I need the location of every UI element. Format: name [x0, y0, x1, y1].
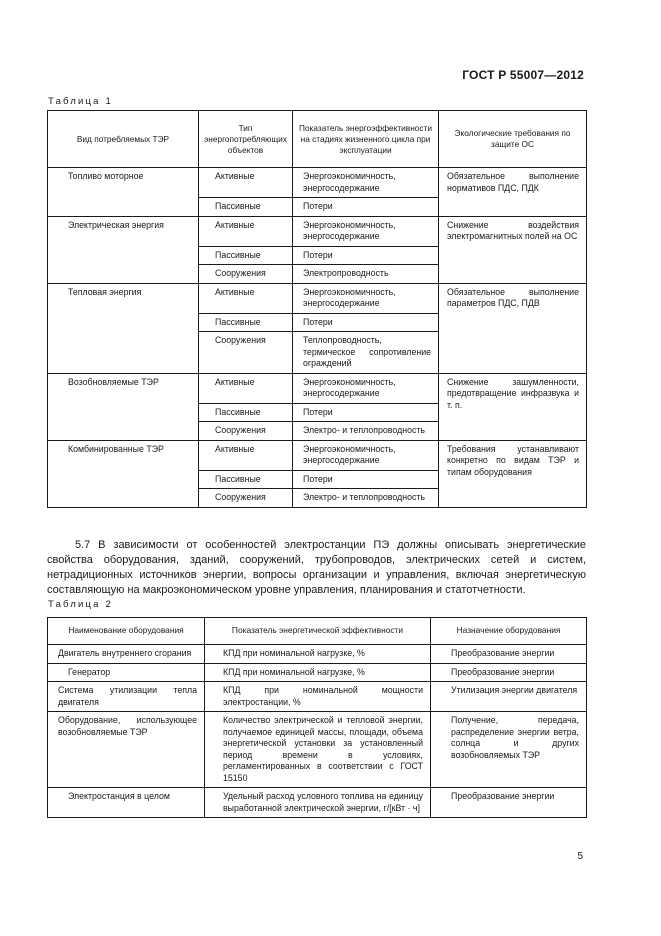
page-number: 5	[577, 851, 583, 862]
table-row	[48, 168, 587, 198]
table1-type-cell: Пассивные	[199, 198, 293, 217]
table1-header-row	[48, 111, 587, 168]
table1-col-eco: Экологические требования по защите ОС	[439, 111, 587, 168]
table1-type-cell: Сооружения	[199, 332, 293, 374]
table1-col-indicator: Показатель энергоэффективности на стадиях жизненного цикла при эксплуатации	[293, 111, 439, 168]
table2-purpose-cell: Преобразование энергии	[431, 663, 587, 682]
table1-type-cell: Сооружения	[199, 489, 293, 508]
table2-purpose-cell: Преобразование энергии	[431, 788, 587, 818]
table2-indicator-cell: Удельный расход условного топлива на единицу выработанной электрической энергии, г/[кВт · ч]	[205, 788, 431, 818]
table1-eco-cell: Снижение зашумленности, предотвращение инфразвука и т. п.	[439, 373, 587, 440]
table2-indicator-cell: Количество электрической и тепловой энергии, получаемое единицей массы, площади, объема энергетической установки за установленный период времени в условиях, регламентированных в соответствии с ГОСТ 15150	[205, 712, 431, 788]
table1-eco-cell: Снижение воздействия электромагнитных полей на ОС	[439, 216, 587, 283]
table1-type-cell: Активные	[199, 373, 293, 403]
table1-resource-cell: Топливо моторное	[48, 168, 199, 217]
table2-purpose-cell: Утилизация энергии двигателя	[431, 682, 587, 712]
table1	[47, 110, 587, 508]
table2-equipment-cell: Электростанция в целом	[48, 788, 205, 818]
table2-indicator-cell: КПД при номинальной мощности электростанции, %	[205, 682, 431, 712]
table-row	[48, 440, 587, 470]
table2-indicator-cell: КПД при номинальной нагрузке, %	[205, 645, 431, 664]
table1-resource-cell: Возобновляемые ТЭР	[48, 373, 199, 440]
table1-type-cell: Сооружения	[199, 422, 293, 441]
table1-indicator-cell: Электропроводность	[293, 265, 439, 284]
table2-col-indicator: Показатель энергетической эффективности	[205, 618, 431, 645]
table1-type-cell: Активные	[199, 216, 293, 246]
table1-type-cell: Пассивные	[199, 313, 293, 332]
standard-header: ГОСТ Р 55007—2012	[462, 68, 584, 82]
table1-indicator-cell: Энергоэкономичность, энергосодержание	[293, 216, 439, 246]
table1-indicator-cell: Потери	[293, 470, 439, 489]
table1-type-cell: Пассивные	[199, 403, 293, 422]
table-row	[48, 645, 587, 664]
table2-equipment-cell: Двигатель внутреннего сгорания	[48, 645, 205, 664]
table1-indicator-cell: Потери	[293, 198, 439, 217]
table1-resource-cell: Комбинированные ТЭР	[48, 440, 199, 507]
table1-indicator-cell: Потери	[293, 313, 439, 332]
table1-type-cell: Активные	[199, 440, 293, 470]
table2-equipment-cell: Генератор	[48, 663, 205, 682]
table2-indicator-cell: КПД при номинальной нагрузке, %	[205, 663, 431, 682]
table2-header-row	[48, 618, 587, 645]
table1-indicator-cell: Потери	[293, 403, 439, 422]
table1-type-cell: Сооружения	[199, 265, 293, 284]
table2-caption: Таблица 2	[48, 599, 113, 610]
table1-eco-cell: Обязательное выполнение параметров ПДС, ПДВ	[439, 283, 587, 373]
table2-equipment-cell: Система утилизации тепла двигателя	[48, 682, 205, 712]
table1-indicator-cell: Энергоэкономичность, энергосодержание	[293, 373, 439, 403]
table-row	[48, 216, 587, 246]
table1-eco-cell: Требования устанавливают конкретно по видам ТЭР и типам оборудования	[439, 440, 587, 507]
table-row	[48, 283, 587, 313]
table1-type-cell: Пассивные	[199, 246, 293, 265]
table1-caption: Таблица 1	[48, 96, 113, 107]
table1-eco-cell: Обязательное выполнение нормативов ПДС, ПДК	[439, 168, 587, 217]
table1-resource-cell: Электрическая энергия	[48, 216, 199, 283]
table1-col-resource: Вид потребляемых ТЭР	[48, 111, 199, 168]
table1-type-cell: Пассивные	[199, 470, 293, 489]
table1-indicator-cell: Теплопроводность, термическое сопротивление ограждений	[293, 332, 439, 374]
table1-indicator-cell: Энергоэкономичность, энергосодержание	[293, 168, 439, 198]
table1-indicator-cell: Потери	[293, 246, 439, 265]
table2-equipment-cell: Оборудование, использующее возобновляемые ТЭР	[48, 712, 205, 788]
table-row	[48, 373, 587, 403]
table-row	[48, 663, 587, 682]
table1-type-cell: Активные	[199, 168, 293, 198]
table2-col-purpose: Назначение оборудования	[431, 618, 587, 645]
section-paragraph: 5.7 В зависимости от особенностей электростанции ПЭ должны описывать энергетические свойства оборудования, зданий, сооружений, трубопроводов, электрических сетей и систем, нетрадиционных источников энергии, вопросы организации и управления, включая энергетическую составляющую на макроэкономическом уровне управления, планирования и статотчетности.	[47, 539, 586, 596]
table2	[47, 617, 587, 818]
table1-indicator-cell: Энергоэкономичность, энергосодержание	[293, 440, 439, 470]
table-row	[48, 682, 587, 712]
table1-indicator-cell: Энергоэкономичность, энергосодержание	[293, 283, 439, 313]
table-row	[48, 788, 587, 818]
table1-indicator-cell: Электро- и теплопроводность	[293, 422, 439, 441]
table1-type-cell: Активные	[199, 283, 293, 313]
table2-col-equipment: Наименование оборудования	[48, 618, 205, 645]
table2-purpose-cell: Преобразование энергии	[431, 645, 587, 664]
table2-purpose-cell: Получение, передача, распределение энергии ветра, солнца и других возобновляемых ТЭР	[431, 712, 587, 788]
table-row	[48, 712, 587, 788]
table1-indicator-cell: Электро- и теплопроводность	[293, 489, 439, 508]
table1-col-type: Тип энергопотребляющих объектов	[199, 111, 293, 168]
table1-resource-cell: Тепловая энергия	[48, 283, 199, 373]
